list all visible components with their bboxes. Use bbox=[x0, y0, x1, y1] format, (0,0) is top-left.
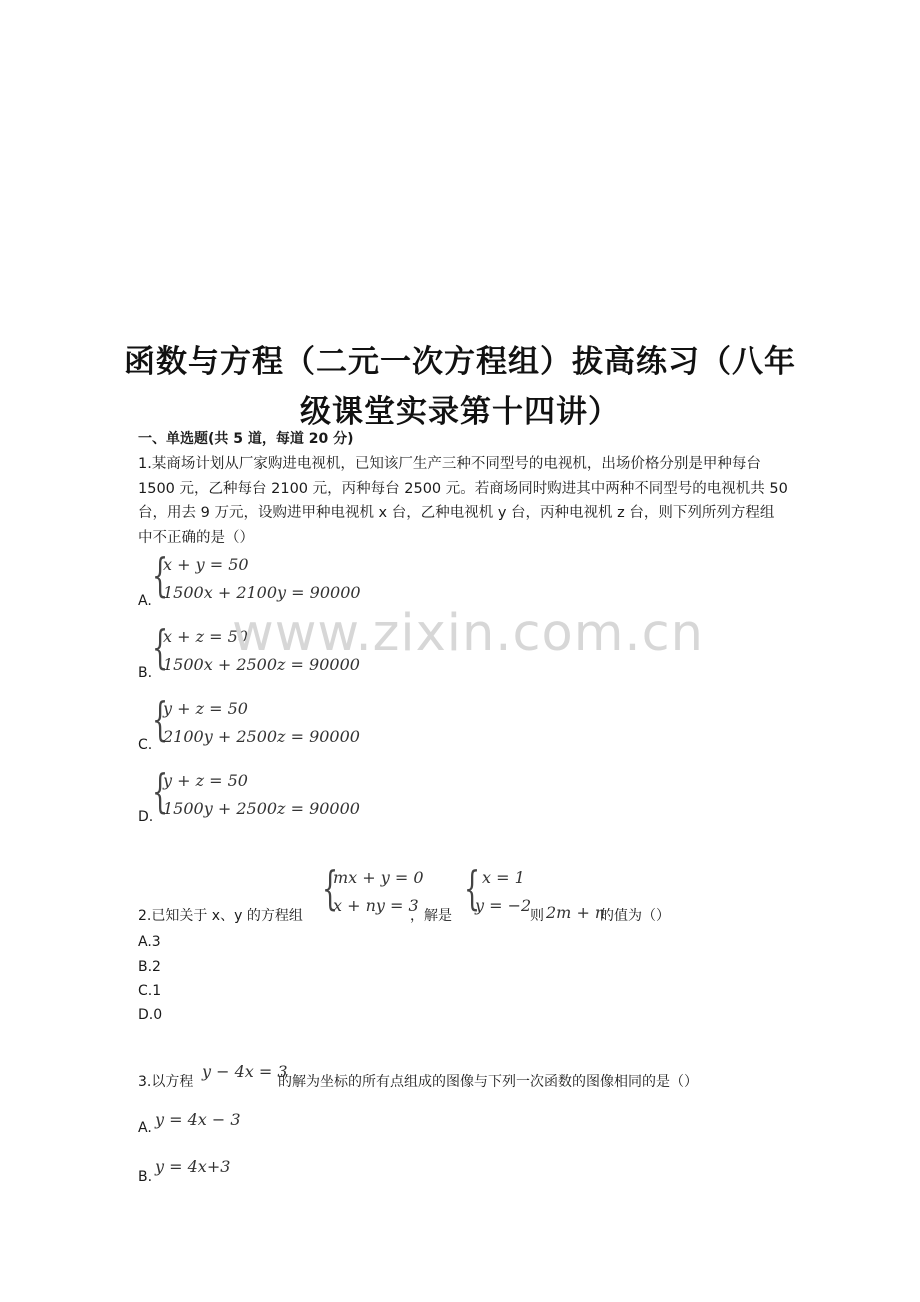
q2-expression: 2m + n bbox=[546, 903, 606, 922]
equation-line: mx + y = 0 bbox=[333, 868, 424, 887]
equation-line: x + z = 50 bbox=[163, 627, 248, 646]
q1-option-d-label: D. bbox=[138, 809, 154, 825]
question-3-suffix: 的解为坐标的所有点组成的图像与下列一次函数的图像相同的是（） bbox=[278, 1074, 698, 1090]
question-2-suffix: 的值为（） bbox=[600, 908, 670, 924]
q2-option-d: D.0 bbox=[138, 1007, 163, 1023]
brace-icon: { bbox=[152, 620, 169, 674]
section-heading: 一、单选题(共 5 道，每道 20 分) bbox=[138, 431, 354, 447]
equation-line: y + z = 50 bbox=[163, 699, 248, 718]
q1-option-a-label: A. bbox=[138, 593, 152, 609]
brace-icon: { bbox=[152, 548, 169, 602]
question-1-text: 1.某商场计划从厂家购进电视机，已知该厂生产三种不同型号的电视机，出场价格分别是甲种每台 1500 元，乙种每台 2100 元，丙种每台 2500 元。若商场同时购进其中两种不同型号的电视机共 50 台，用去 9 万元，设购进甲种电视机 x 台，乙种电视机 y 台，丙种电视机 z 台，则下列所列方程组中不正确的是（） bbox=[138, 456, 788, 546]
equation-line: x + y = 50 bbox=[163, 555, 249, 574]
equation-line: y + z = 50 bbox=[163, 771, 248, 790]
q3-option-a-label: A. bbox=[138, 1120, 152, 1136]
q3-equation: y − 4x = 3 bbox=[202, 1062, 288, 1081]
brace-icon: { bbox=[464, 861, 481, 915]
q1-option-c-label: C. bbox=[138, 737, 153, 753]
question-3-prefix: 3.以方程 bbox=[138, 1074, 194, 1090]
q1-option-b-label: B. bbox=[138, 665, 153, 681]
question-2-middle: ，解是 bbox=[410, 908, 452, 924]
q3-option-a-expression: y = 4x − 3 bbox=[155, 1110, 241, 1129]
page-title-line1: 函数与方程（二元一次方程组）拔高练习（八年 bbox=[124, 344, 796, 380]
equation-line: 1500x + 2100y = 90000 bbox=[163, 583, 361, 602]
equation-line: 1500y + 2500z = 90000 bbox=[163, 799, 360, 818]
equation-line: 2100y + 2500z = 90000 bbox=[163, 727, 360, 746]
equation-line: 1500x + 2500z = 90000 bbox=[163, 655, 360, 674]
equation-line: x + ny = 3 bbox=[333, 896, 419, 915]
question-2-then: 则 bbox=[530, 908, 544, 924]
page-title-line2: 级课堂实录第十四讲） bbox=[300, 394, 620, 430]
q2-option-b: B.2 bbox=[138, 959, 161, 975]
brace-icon: { bbox=[152, 764, 169, 818]
q3-option-b-expression: y = 4x+3 bbox=[155, 1157, 231, 1176]
brace-icon: { bbox=[152, 692, 169, 746]
q2-option-c: C.1 bbox=[138, 983, 162, 999]
q3-option-b-label: B. bbox=[138, 1169, 153, 1185]
brace-icon: { bbox=[322, 861, 339, 915]
watermark: www.zixin.com.cn bbox=[232, 604, 704, 663]
equation-line: x = 1 bbox=[482, 868, 525, 887]
q2-option-a: A.3 bbox=[138, 934, 161, 950]
equation-line: y = −2 bbox=[475, 896, 532, 915]
question-2-prefix: 2.已知关于 x、y 的方程组 bbox=[138, 908, 303, 924]
